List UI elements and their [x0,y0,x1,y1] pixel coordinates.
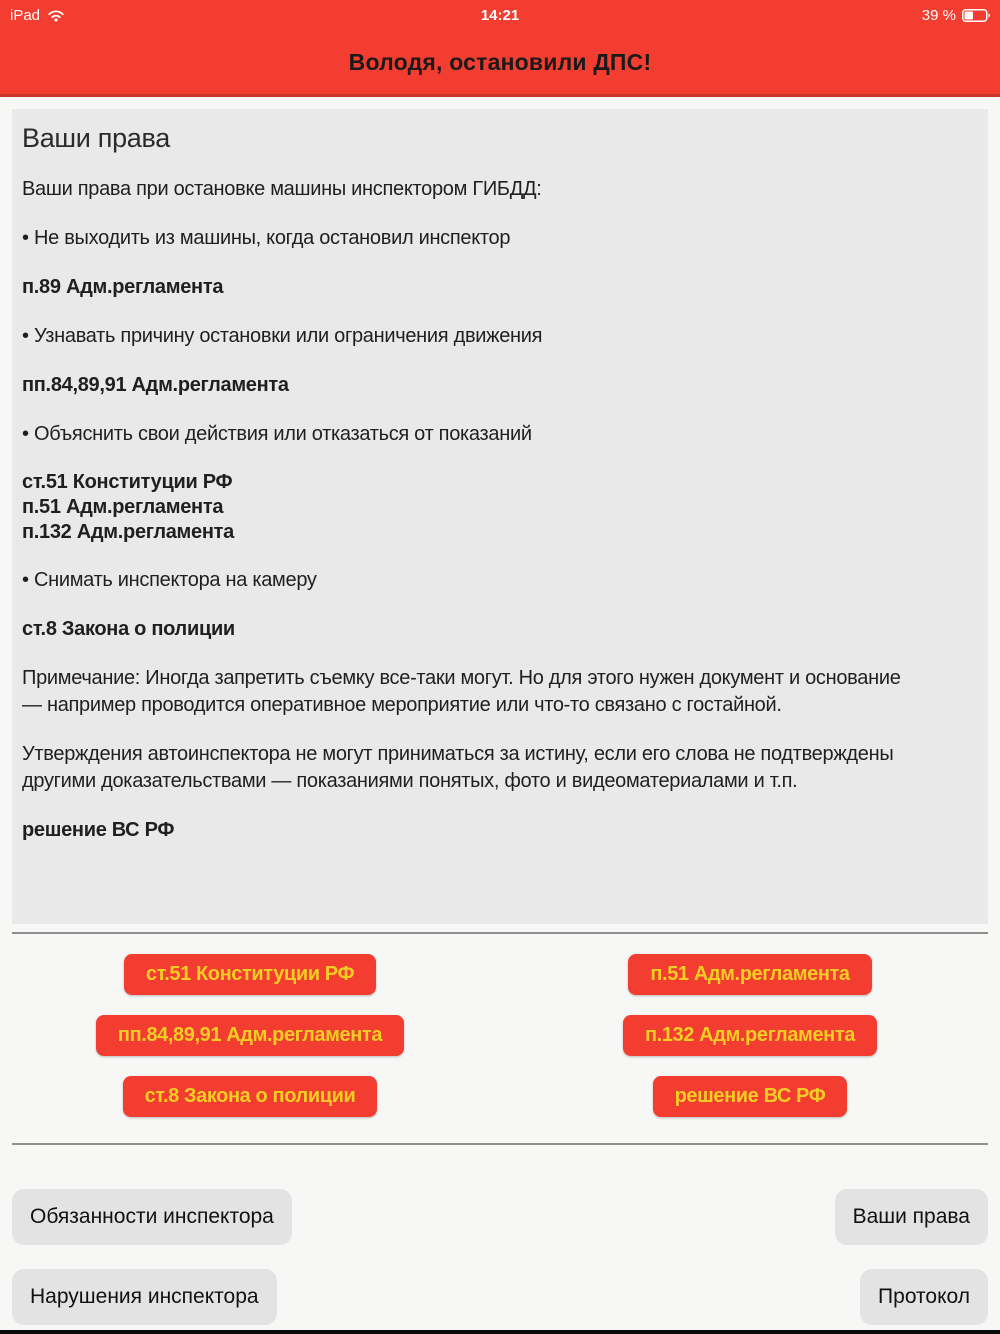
content-block: решение ВС РФ [22,819,175,841]
law-button[interactable]: ст.8 Закона о полиции [123,1076,378,1117]
nav-row [12,1269,988,1325]
rights-panel [12,109,988,924]
law-button[interactable]: решение ВС РФ [653,1076,848,1117]
law-row [0,1076,1000,1117]
device-label: iPad [10,6,41,24]
app-title: Володя, остановили ДПС! [348,48,652,75]
law-row [0,954,1000,995]
clock: 14:21 [480,6,520,24]
nav-button[interactable]: Ваши права [835,1189,988,1245]
law-button[interactable]: пп.84,89,91 Адм.регламента [96,1015,404,1056]
status-bar [0,0,1000,30]
law-cell-left [0,954,500,995]
content-block: • Узнавать причину остановки или ограничения движения [22,323,922,350]
nav-button[interactable]: Протокол [860,1269,988,1325]
app-header [0,30,1000,97]
content-block: Примечание: Иногда запретить съемку все-таки могут. Но для этого нужен документ и основание — например проводится оперативное мероприятие или что-то связано с гостайной. [22,667,901,716]
law-buttons-grid [0,934,1000,1135]
nav-buttons-area [0,1145,1000,1325]
content-blocks [22,176,976,844]
content-block: Утверждения автоинспектора не могут приниматься за истину, если его слова не подтверждены другими доказательствами — показаниями понятых, фото и видеоматериалами и т.п. [22,743,894,792]
law-cell-left [0,1015,500,1056]
nav-button[interactable]: Обязанности инспектора [12,1189,292,1245]
law-button[interactable]: п.51 Адм.регламента [628,954,871,995]
content-block: п.89 Адм.регламента [22,276,224,298]
battery-percent-label: 39 % [921,6,956,24]
law-button[interactable]: п.132 Адм.регламента [623,1015,877,1056]
law-cell-right [500,1015,1000,1056]
law-cell-right [500,1076,1000,1117]
home-indicator-bar [0,1330,1000,1334]
law-cell-left [0,1076,500,1117]
nav-row [12,1189,988,1245]
content-line: п.132 Адм.регламента [22,521,234,543]
content-block: • Объяснить свои действия или отказаться от показаний [22,421,922,448]
content-line: ст.51 Конституции РФ [22,471,233,493]
content-line: п.51 Адм.регламента [22,496,224,518]
content-block: Ваши права при остановке машины инспектором ГИБДД: [22,178,542,200]
content-block: • Не выходить из машины, когда остановил инспектор [22,225,922,252]
law-cell-right [500,954,1000,995]
content-block: • Снимать инспектора на камеру [22,567,922,594]
content-block [22,470,922,545]
panel-title: Ваши права [22,123,170,153]
content-block: ст.8 Закона о полиции [22,618,235,640]
law-row [0,1015,1000,1056]
content-block: пп.84,89,91 Адм.регламента [22,374,289,396]
battery-icon [962,9,990,22]
nav-button[interactable]: Нарушения инспектора [12,1269,277,1325]
law-button[interactable]: ст.51 Конституции РФ [124,954,376,995]
